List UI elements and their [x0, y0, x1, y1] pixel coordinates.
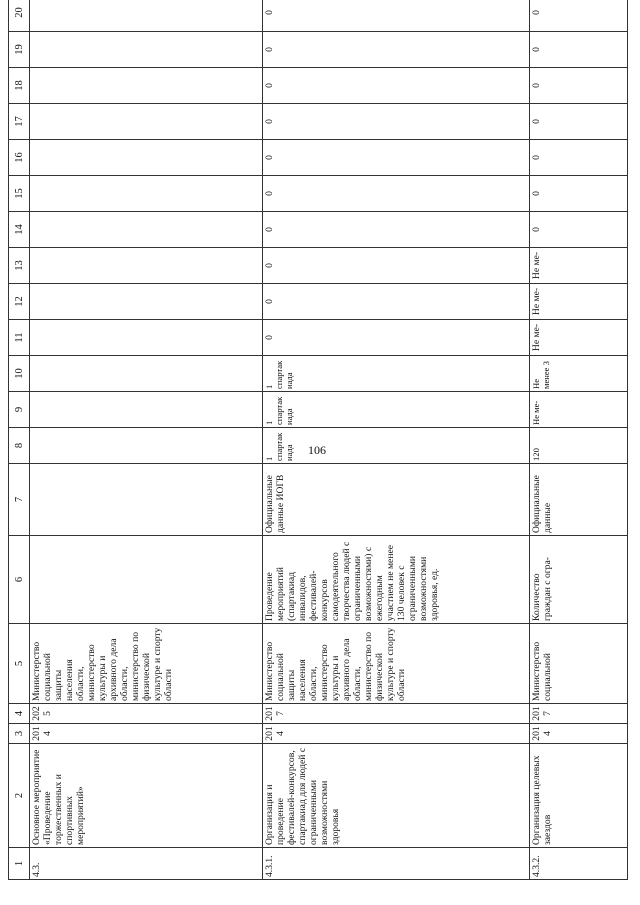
table-row: [530, 0, 628, 880]
table-cell: 0: [263, 140, 530, 176]
table-cell: 0: [263, 0, 530, 32]
table-cell: 2025: [30, 704, 263, 724]
table-cell: [30, 284, 263, 320]
table-cell: 2014: [530, 724, 628, 744]
table-cell: Не ме-: [530, 248, 628, 284]
table-cell: 0: [263, 320, 530, 356]
header-cell: 12: [9, 284, 30, 320]
table-cell: 120: [530, 428, 628, 464]
table-cell: 0: [263, 212, 530, 248]
table-cell: 0: [530, 68, 628, 104]
table-cell: [30, 140, 263, 176]
table-cell: [30, 248, 263, 284]
table-cell: 1 спартакиада: [263, 356, 530, 392]
table-cell: 0: [263, 68, 530, 104]
header-cell: 4: [9, 704, 30, 724]
header-cell: 14: [9, 212, 30, 248]
table-cell: Основное мероприятие «Проведение торжественных и спортивных мероприятий»: [30, 744, 263, 848]
table-cell: [30, 428, 263, 464]
table-cell: [30, 176, 263, 212]
table-cell: Проведение мероприятий (спартакиад инвалидов, фестивалей-конкурсов самодеятельного творчества людей с ограниченными возможностями) с ежегодным участием не менее 130 человек с ограниченными возможностями здоровья, ед.: [263, 536, 530, 624]
header-cell: 6: [9, 536, 30, 624]
header-cell: 1: [9, 848, 30, 880]
table-cell: 4.3.2.: [530, 848, 628, 880]
header-cell: 13: [9, 248, 30, 284]
table-cell: 2014: [263, 724, 530, 744]
table-cell: Не менее 3: [530, 356, 628, 392]
table-cell: Официальные данные: [530, 464, 628, 536]
table-cell: Министерство социальной защиты населения области, министерство культуры и архивного дела области, министерство по физической культуре и спорту области: [30, 624, 263, 704]
table-cell: 2014: [30, 724, 263, 744]
table-cell: 0: [530, 140, 628, 176]
table-cell: Количество граждан с огра-: [530, 536, 628, 624]
table-cell: 0: [530, 32, 628, 68]
table-cell: 0: [263, 284, 530, 320]
program-table: [8, 0, 628, 880]
header-cell: 15: [9, 176, 30, 212]
header-cell: 16: [9, 140, 30, 176]
table-cell: Не ме-: [530, 320, 628, 356]
table-cell: Организация целевых заездов: [530, 744, 628, 848]
header-cell: 2: [9, 744, 30, 848]
table-cell: 2017: [530, 704, 628, 724]
table-cell: Министерство социальной защиты населения области, министерство культуры и архивного дела области, министерство по физической культуре и спорту области: [263, 624, 530, 704]
table-container: [8, 7, 628, 880]
header-cell: 10: [9, 356, 30, 392]
table-cell: [30, 104, 263, 140]
table-body: [9, 0, 628, 880]
table-cell: [30, 68, 263, 104]
header-cell: 11: [9, 320, 30, 356]
table-cell: [30, 320, 263, 356]
table-cell: 1 спартакиада: [263, 392, 530, 428]
header-cell: 3: [9, 724, 30, 744]
table-cell: Официальные данные ИОГВ: [263, 464, 530, 536]
table-cell: 2017: [263, 704, 530, 724]
header-row: [9, 0, 30, 880]
table-cell: [30, 392, 263, 428]
table-row: [30, 0, 263, 880]
header-cell: 18: [9, 68, 30, 104]
header-cell: 20: [9, 0, 30, 32]
table-cell: [30, 212, 263, 248]
table-cell: 0: [530, 0, 628, 32]
table-cell: [30, 356, 263, 392]
header-cell: 7: [9, 464, 30, 536]
header-cell: 9: [9, 392, 30, 428]
header-cell: 8: [9, 428, 30, 464]
table-cell: 0: [530, 212, 628, 248]
table-cell: 1 спартакиада: [263, 428, 530, 464]
table-cell: 0: [263, 32, 530, 68]
table-cell: 0: [263, 104, 530, 140]
header-cell: 5: [9, 624, 30, 704]
table-cell: Не ме-: [530, 392, 628, 428]
table-cell: [30, 0, 263, 32]
table-cell: 0: [263, 248, 530, 284]
table-cell: [30, 32, 263, 68]
table-cell: Организация и проведение фестивалей-конкурсов, спартакиад для людей с ограниченными возможностями здоровья: [263, 744, 530, 848]
table-cell: 4.3.: [30, 848, 263, 880]
rotated-table: [8, 7, 628, 880]
table-cell: [30, 536, 263, 624]
table-cell: 0: [530, 104, 628, 140]
header-cell: 17: [9, 104, 30, 140]
table-cell: Не ме-: [530, 284, 628, 320]
page-number: 106: [308, 443, 326, 457]
table-cell: 0: [530, 176, 628, 212]
table-cell: Министерство социальной: [530, 624, 628, 704]
header-cell: 19: [9, 32, 30, 68]
table-row: [263, 0, 530, 880]
table-cell: 4.3.1.: [263, 848, 530, 880]
table-cell: [30, 464, 263, 536]
table-cell: 0: [263, 176, 530, 212]
